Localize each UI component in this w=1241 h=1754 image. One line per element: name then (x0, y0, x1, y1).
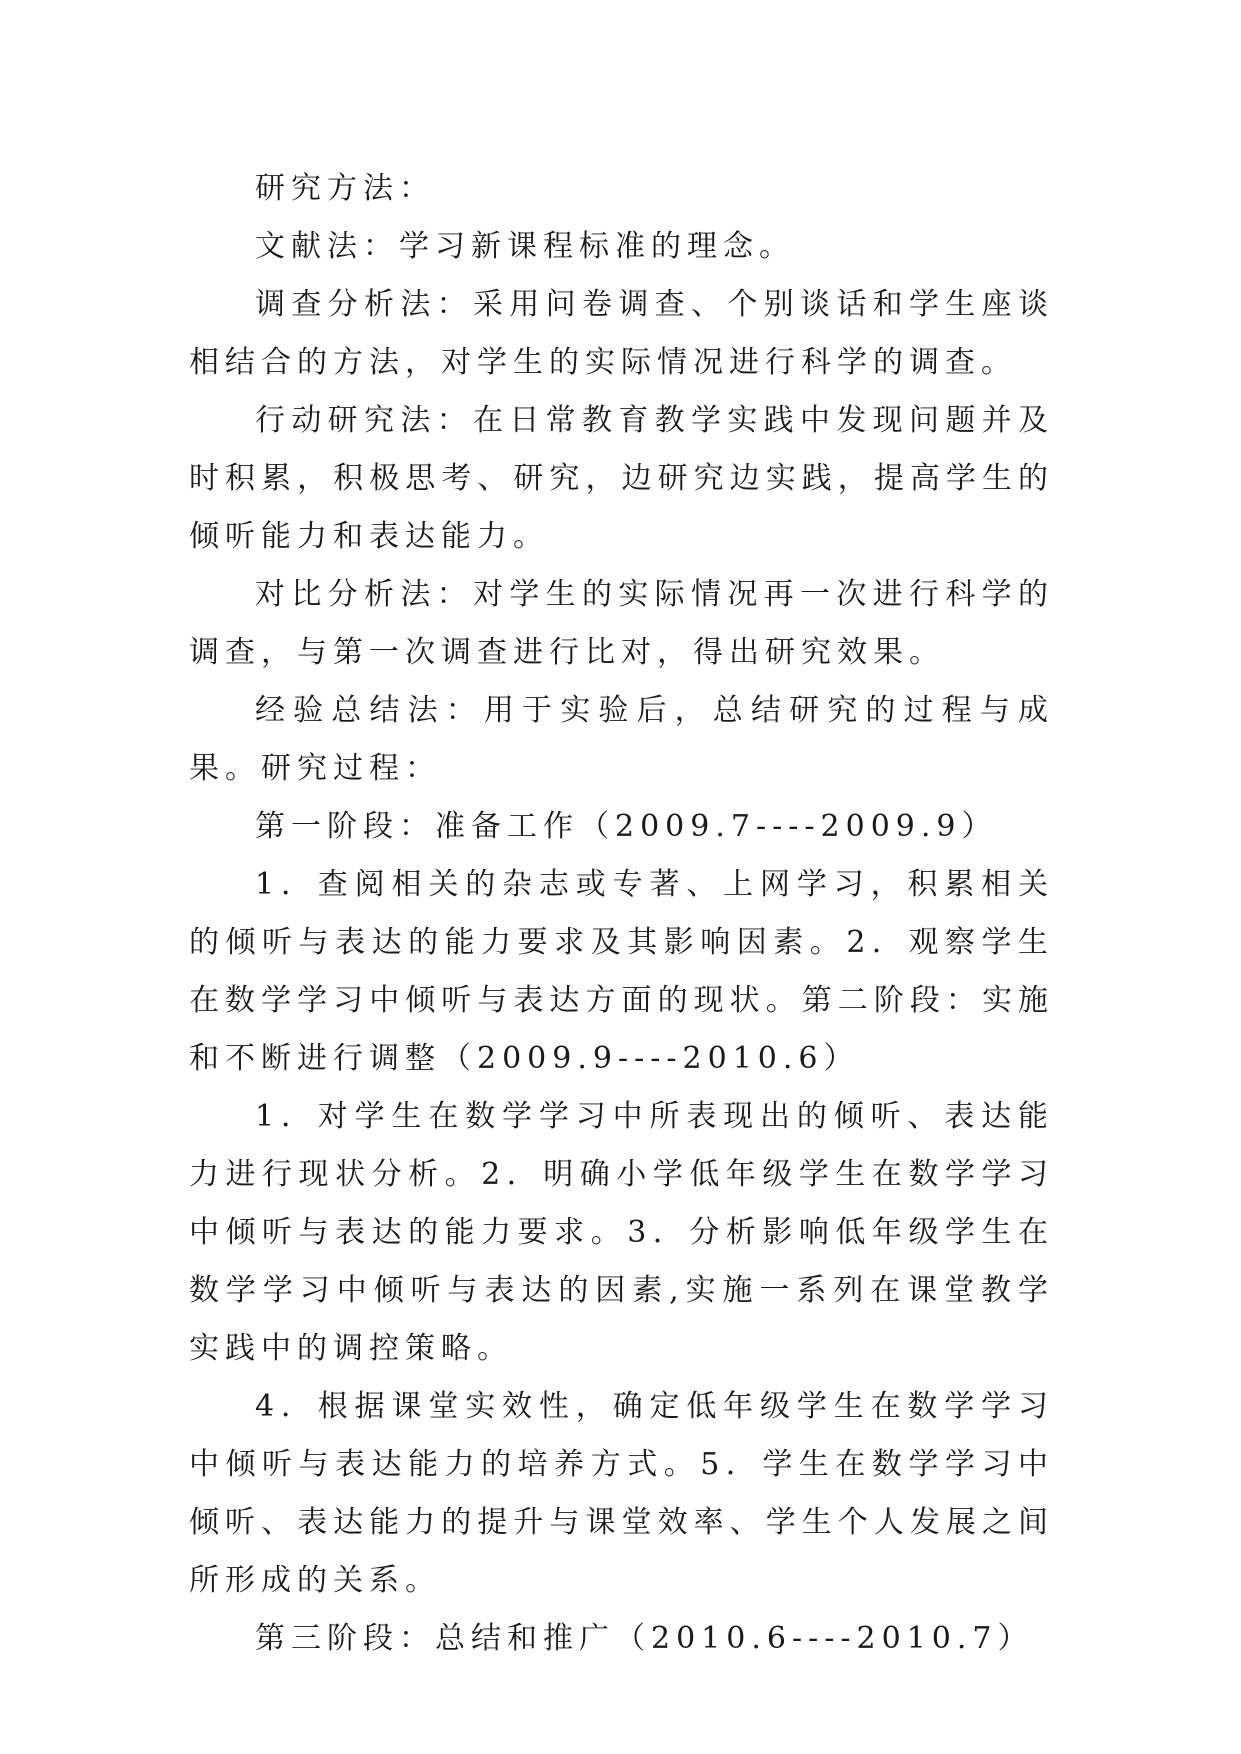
paragraph-stage-three-heading: 第三阶段：总结和推广（2010.6----2010.7） (255, 1621, 1034, 1656)
document-body (189, 160, 1054, 1668)
paragraph-action-research-method: 行动研究法：在日常教育教学实践中发现问题并及时积累，积极思考、研究，边研究边实践，提高学生的倾听能力和表达能力。 (189, 403, 1054, 554)
paragraph-experience-summary-method: 经验总结法：用于实验后，总结研究的过程与成果。研究过程： (189, 693, 1054, 786)
paragraph-stage-two-tasks-a: 1．对学生在数学学习中所表现出的倾听、表达能力进行现状分析。2．明确小学低年级学生在数学学习中倾听与表达的能力要求。3．分析影响低年级学生在数学学习中倾听与表达的因素,实施一系列在课堂教学实践中的调控策略。 (189, 1099, 1054, 1366)
paragraph-comparative-analysis-method: 对比分析法：对学生的实际情况再一次进行科学的调查，与第一次调查进行比对，得出研究效果。 (189, 577, 1054, 670)
paragraph-stage-two-tasks-b: 4．根据课堂实效性，确定低年级学生在数学学习中倾听与表达能力的培养方式。5．学生在数学学习中倾听、表达能力的提升与课堂效率、学生个人发展之间所形成的关系。 (189, 1389, 1054, 1598)
paragraph-stage-one-tasks: 1．查阅相关的杂志或专著、上网学习，积累相关的倾听与表达的能力要求及其影响因素。2．观察学生在数学学习中倾听与表达方面的现状。第二阶段：实施和不断进行调整（2009.9----2010.6） (189, 867, 1054, 1076)
paragraph-research-methods-heading: 研究方法： (255, 171, 435, 206)
paragraph-literature-method: 文献法：学习新课程标准的理念。 (255, 229, 795, 264)
paragraph-stage-one-heading: 第一阶段：准备工作（2009.7----2009.9） (255, 809, 998, 844)
paragraph-survey-analysis-method: 调查分析法：采用问卷调查、个别谈话和学生座谈相结合的方法，对学生的实际情况进行科学的调查。 (189, 287, 1054, 380)
